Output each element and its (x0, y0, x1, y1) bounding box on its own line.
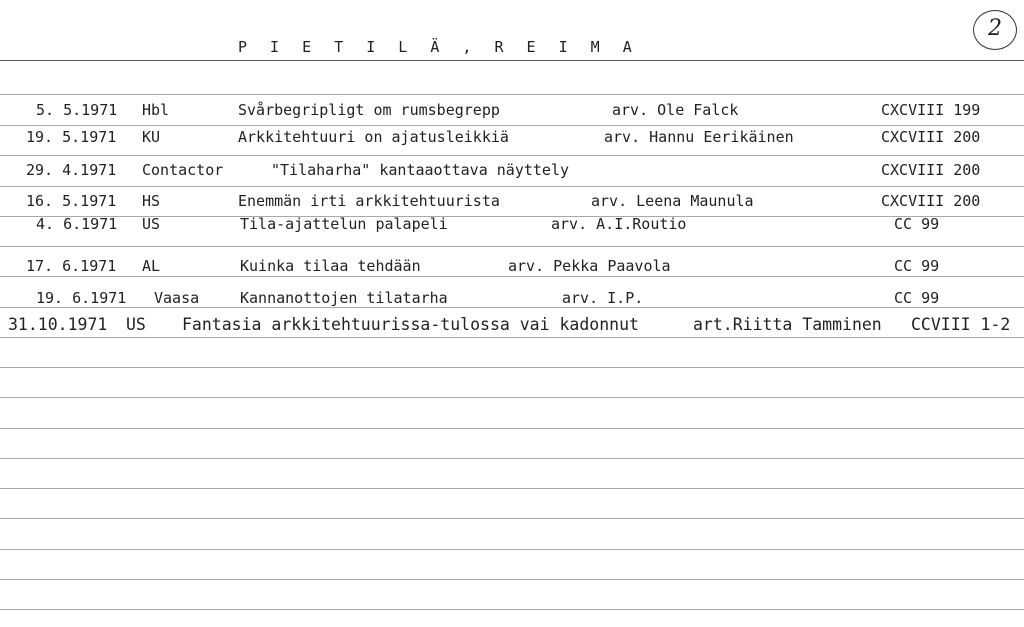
card-number-badge: 2 (973, 10, 1017, 50)
entry-source: Vaasa (154, 289, 200, 307)
ruled-line (0, 367, 1024, 368)
entry-date: 4. 6.1971 (36, 215, 118, 233)
ruled-line (0, 458, 1024, 459)
entry-title: Tila-ajattelun palapeli (240, 215, 448, 233)
entry-source: AL (142, 257, 161, 275)
entry-title: Fantasia arkkitehtuurissa-tulossa vai kadonnut (182, 315, 639, 334)
entry-source: HS (142, 192, 161, 210)
entry-source: KU (142, 128, 161, 146)
entry-ref: CC 99 (894, 289, 940, 307)
entry-ref: CXCVIII 200 (881, 192, 981, 210)
card-title: P I E T I L Ä , R E I M A (238, 38, 639, 56)
entry-ref: CXCVIII 199 (881, 101, 981, 119)
entry-author: arv. A.I.Routio (551, 215, 687, 233)
entry-date: 17. 6.1971 (26, 257, 117, 275)
entry-title: Kannanottojen tilatarha (240, 289, 448, 307)
entry-author: art.Riitta Tamminen (693, 315, 882, 334)
ruled-line (0, 579, 1024, 580)
entry-source: US (142, 215, 161, 233)
entry-author: arv. Pekka Paavola (508, 257, 671, 275)
entry-author: arv. I.P. (562, 289, 644, 307)
entry-date: 16. 5.1971 (26, 192, 117, 210)
entry-author: arv. Ole Falck (612, 101, 739, 119)
entry-ref: CCVIII 1-2 (911, 315, 1011, 334)
ruled-line (0, 428, 1024, 429)
entry-date: 29. 4.1971 (26, 161, 117, 179)
entry-date: 31.10.1971 (8, 315, 108, 334)
header-rule (0, 60, 1024, 61)
entry-date: 5. 5.1971 (36, 101, 118, 119)
ruled-line (0, 307, 1024, 308)
entry-author: arv. Leena Maunula (591, 192, 754, 210)
ruled-line (0, 246, 1024, 247)
ruled-line (0, 155, 1024, 156)
entry-date: 19. 6.1971 (36, 289, 127, 307)
entry-ref: CC 99 (894, 215, 940, 233)
entry-title: Enemmän irti arkkitehtuurista (238, 192, 500, 210)
ruled-line (0, 276, 1024, 277)
entry-ref: CXCVIII 200 (881, 161, 981, 179)
ruled-line (0, 397, 1024, 398)
entry-date: 19. 5.1971 (26, 128, 117, 146)
entry-ref: CXCVIII 200 (881, 128, 981, 146)
entry-title: Arkkitehtuuri on ajatusleikkiä (238, 128, 509, 146)
ruled-line (0, 125, 1024, 126)
entry-source: Hbl (142, 101, 170, 119)
entry-title: "Tilaharha" kantaaottava näyttely (271, 161, 570, 179)
entry-title: Svårbegripligt om rumsbegrepp (238, 101, 500, 119)
entry-author: arv. Hannu Eerikäinen (604, 128, 794, 146)
ruled-line (0, 94, 1024, 95)
entry-source: Contactor (142, 161, 224, 179)
entry-source: US (126, 315, 146, 334)
ruled-line (0, 518, 1024, 519)
entry-ref: CC 99 (894, 257, 940, 275)
ruled-line (0, 488, 1024, 489)
ruled-line (0, 337, 1024, 338)
ruled-line (0, 549, 1024, 550)
entry-title: Kuinka tilaa tehdään (240, 257, 421, 275)
ruled-line (0, 186, 1024, 187)
ruled-line (0, 609, 1024, 610)
